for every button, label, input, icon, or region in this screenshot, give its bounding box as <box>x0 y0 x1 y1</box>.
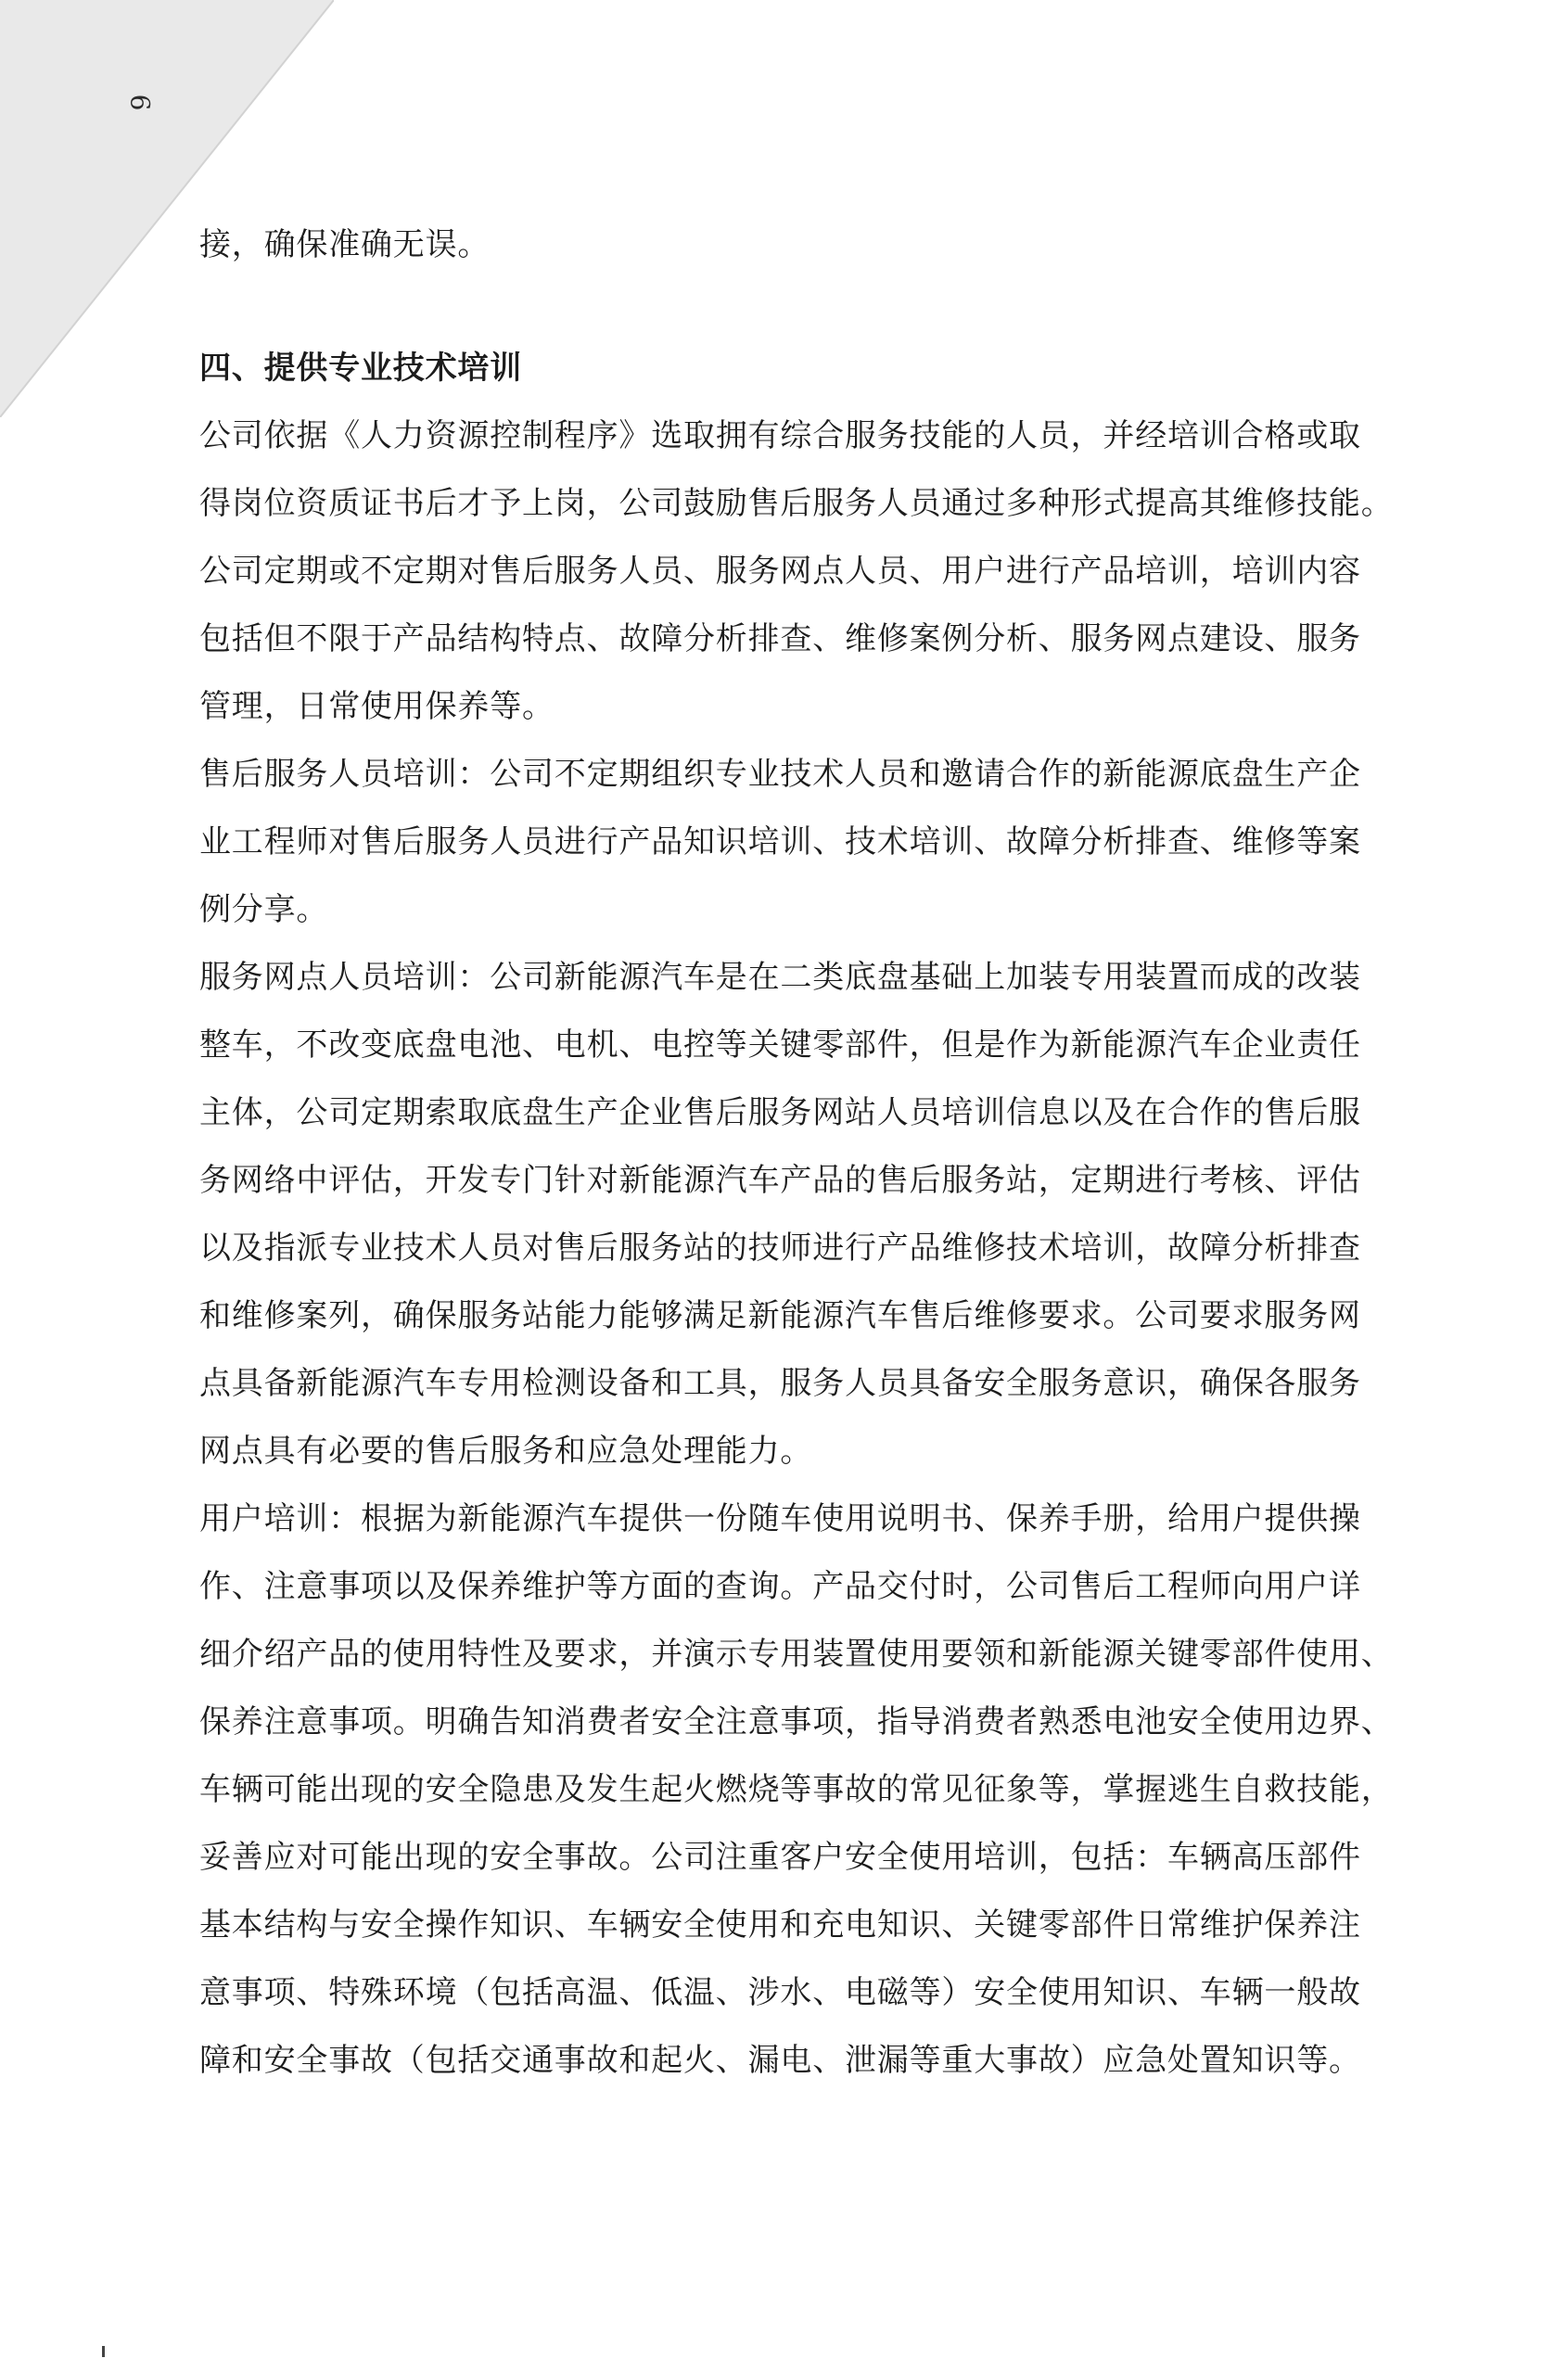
text-line: 公司依据《人力资源控制程序》选取拥有综合服务技能的人员，并经培训合格或取 <box>199 417 1361 454</box>
text-line: 网点具有必要的售后服务和应急处理能力。 <box>199 1433 813 1470</box>
scan-mark <box>102 2346 105 2357</box>
blank-line <box>199 279 1391 335</box>
text-line: 作、注意事项以及保养维护等方面的查询。产品交付时，公司售后工程师向用户详 <box>199 1568 1361 1605</box>
text-line: 公司定期或不定期对售后服务人员、服务网点人员、用户进行产品培训，培训内容 <box>199 553 1361 590</box>
page-number: 6 <box>124 94 156 111</box>
text-line: 细介绍产品的使用特性及要求，并演示专用装置使用要领和新能源关键零部件使用、 <box>199 1636 1394 1673</box>
text-line: 服务网点人员培训：公司新能源汽车是在二类底盘基础上加装专用装置而成的改装 <box>199 959 1361 996</box>
text-line: 管理，日常使用保养等。 <box>199 688 555 725</box>
text-line: 整车，不改变底盘电池、电机、电控等关键零部件，但是作为新能源汽车企业责任 <box>199 1026 1361 1064</box>
section-heading: 四、提供专业技术培训 <box>199 350 522 387</box>
text-line: 用户培训：根据为新能源汽车提供一份随车使用说明书、保养手册，给用户提供操 <box>199 1500 1361 1537</box>
text-line: 例分享。 <box>199 891 329 928</box>
text-line: 意事项、特殊环境（包括高温、低温、涉水、电磁等）安全使用知识、车辆一般故 <box>199 1974 1361 2011</box>
text-line: 主体，公司定期索取底盘生产企业售后服务网站人员培训信息以及在合作的售后服 <box>199 1094 1361 1131</box>
text-line: 务网络中评估，开发专门针对新能源汽车产品的售后服务站，定期进行考核、评估 <box>199 1162 1361 1199</box>
text-line: 障和安全事故（包括交通事故和起火、漏电、泄漏等重大事故）应急处置知识等。 <box>199 2042 1361 2079</box>
text-line: 保养注意事项。明确告知消费者安全注意事项，指导消费者熟悉电池安全使用边界、 <box>199 1703 1394 1740</box>
text-line: 和维修案列，确保服务站能力能够满足新能源汽车售后维修要求。公司要求服务网 <box>199 1297 1361 1334</box>
text-line: 包括但不限于产品结构特点、故障分析排查、维修案例分析、服务网点建设、服务 <box>199 620 1361 657</box>
text-line: 妥善应对可能出现的安全事故。公司注重客户安全使用培训，包括：车辆高压部件 <box>199 1839 1361 1876</box>
text-line: 点具备新能源汽车专用检测设备和工具，服务人员具备安全服务意识，确保各服务 <box>199 1365 1361 1402</box>
text-line: 得岗位资质证书后才予上岗，公司鼓励售后服务人员通过多种形式提高其维修技能。 <box>199 485 1394 522</box>
text-line: 业工程师对售后服务人员进行产品知识培训、技术培训、故障分析排查、维修等案 <box>199 823 1361 860</box>
body-text <box>199 211 1394 2095</box>
text-line: 售后服务人员培训：公司不定期组织专业技术人员和邀请合作的新能源底盘生产企 <box>199 756 1361 793</box>
text-line: 以及指派专业技术人员对售后服务站的技师进行产品维修技术培训，故障分析排查 <box>199 1230 1361 1267</box>
text-line: 车辆可能出现的安全隐患及发生起火燃烧等事故的常见征象等，掌握逃生自救技能， <box>199 1771 1394 1808</box>
text-line: 基本结构与安全操作知识、车辆安全使用和充电知识、关键零部件日常维护保养注 <box>199 1906 1361 1944</box>
text-line: 接，确保准确无误。 <box>199 226 491 263</box>
